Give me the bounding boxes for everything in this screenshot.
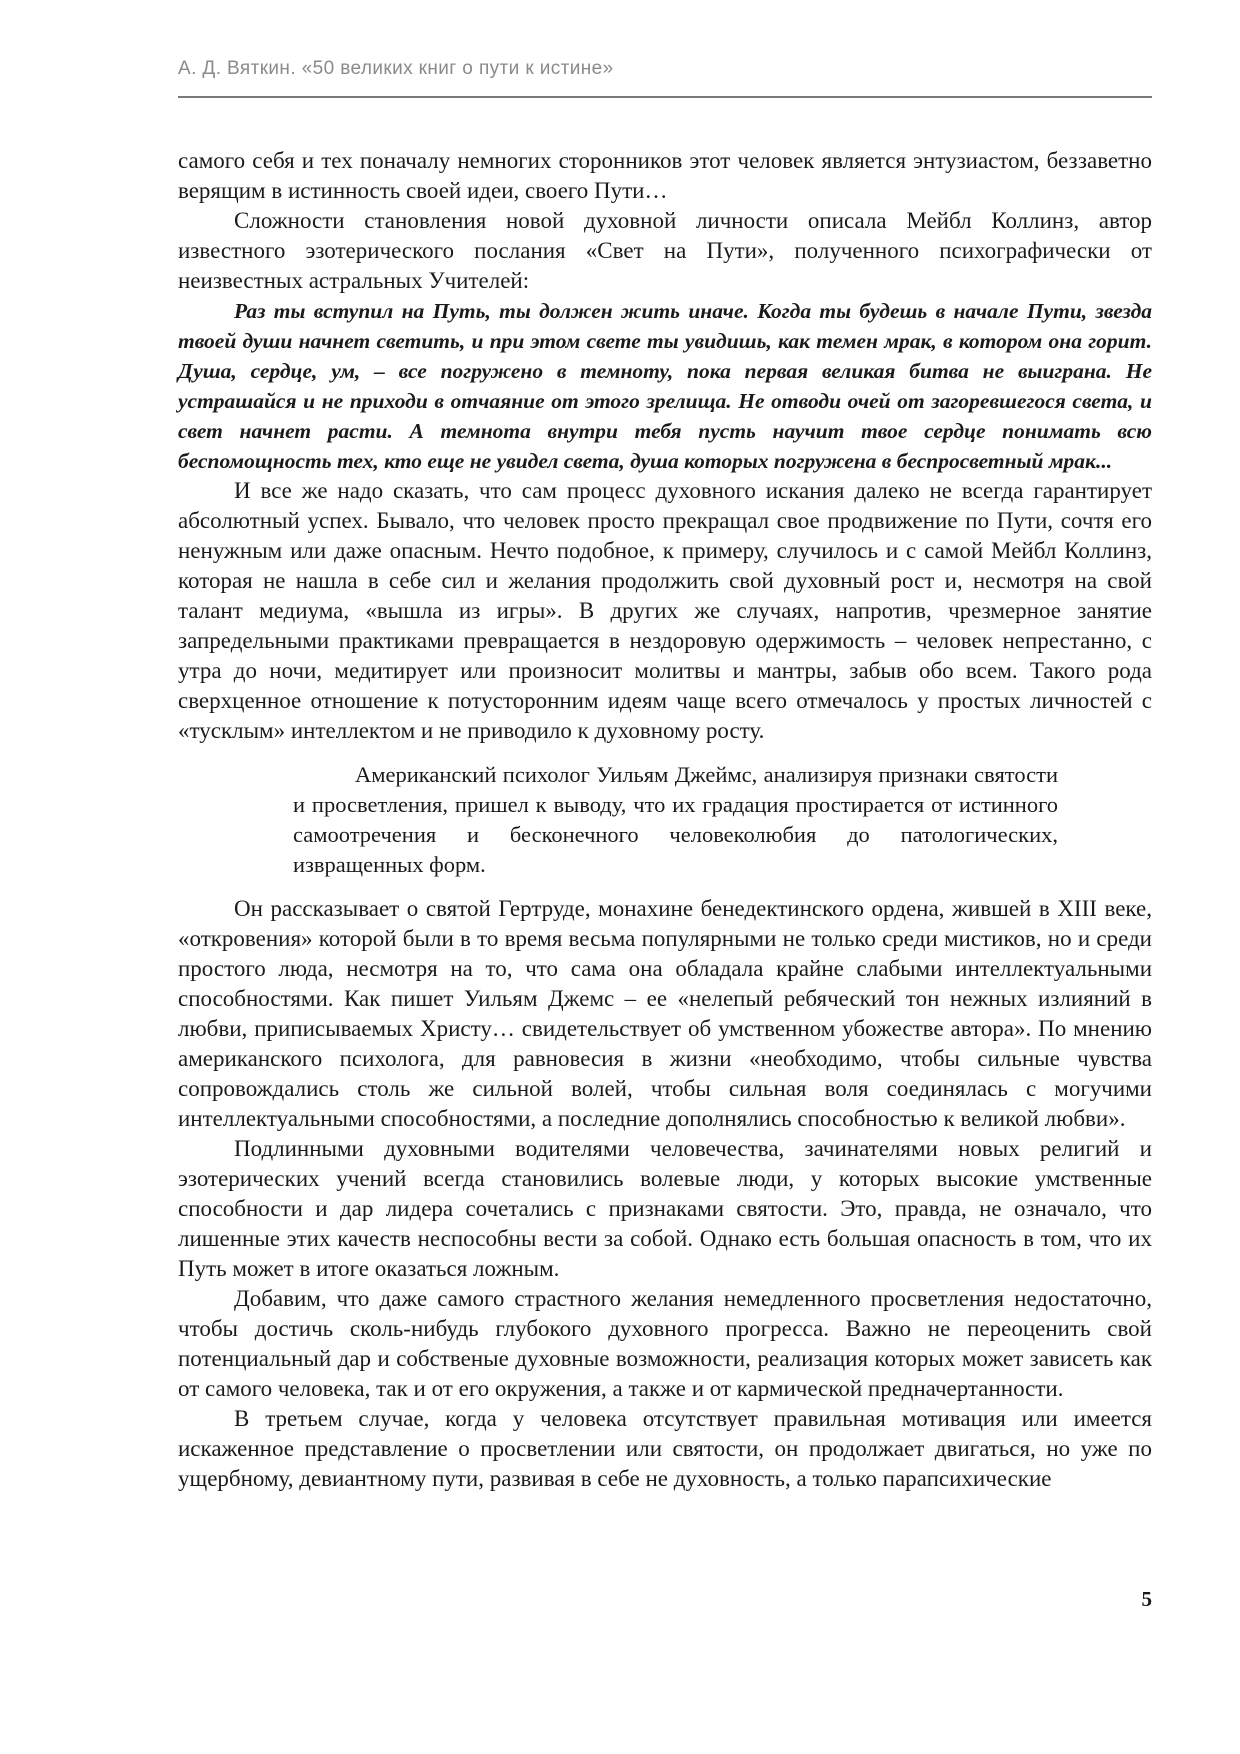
page-body	[178, 146, 1152, 1494]
quotation-italic: Раз ты вступил на Путь, ты должен жить иначе. Когда ты будешь в начале Пути, звезда твоей души начнет светить, и при этом свете ты увидишь, как темен мрак, в котором она горит. Душа, сердце, ум, – все погружено в темноту, пока первая великая битва не выиграна. Не устрашайся и не приходи в отчаяние от этого зрелища. Не отводи очей от загоревшегося света, и свет начнет расти. А темнота внутри тебя пусть научит твое сердце понимать всю беспомощность тех, кто еще не увидел света, душа которых погружена в беспросветный мрак...	[178, 299, 1152, 473]
running-header	[178, 52, 1152, 98]
paragraph: И все же надо сказать, что сам процесс духовного искания далеко не всегда гарантирует абсолютный успех. Бывало, что человек просто прекращал свое продвижение по Пути, сочтя его ненужным или даже опасным. Нечто подобное, к примеру, случилось и с самой Мейбл Коллинз, которая не нашла в себе сил и желания продолжить свой духовный рост и, несмотря на свой талант медиума, «вышла из игры». В других же случаях, напротив, чрезмерное занятие запредельными практиками превращается в нездоровую одержимость – человек непрестанно, с утра до ночи, медитирует или произносит молитвы и мантры, забыв обо всем. Такого рода сверхценное отношение к потусторонним идеям чаще всего отмечалось у простых личностей с «тусклым» интеллектом и не приводило к духовному росту.	[178, 478, 1152, 743]
running-title: А. Д. Вяткин. «50 великих книг о пути к истине»	[178, 58, 614, 79]
page-number: 5	[1141, 1587, 1152, 1611]
paragraph: Подлинными духовными водителями человечества, зачинателями новых религий и эзотерических учений всегда становились волевые люди, у которых высокие умственные способности и дар лидера сочетались с признаками святости. Это, правда, не означало, что лишенные этих качеств неспособны вести за собой. Однако есть большая опасность в том, что их Путь может в итоге оказаться ложным.	[178, 1136, 1152, 1281]
paragraph-continuation: самого себя и тех поначалу немногих сторонников этот человек является энтузиастом, беззаветно верящим в истинность своей идеи, своего Пути…	[178, 148, 1152, 203]
paragraph: Сложности становления новой духовной личности описала Мейбл Коллинз, автор известного эзотерического послания «Свет на Пути», полученного психографически от неизвестных астральных Учителей:	[178, 208, 1152, 293]
inset-paragraph: Американский психолог Уильям Джеймс, анализируя признаки святости и просветления, пришел к выводу, что их градация простирается от истинного самоотречения и бесконечного человеколюбия до патологических, извращенных форм.	[293, 762, 1058, 877]
paragraph: В третьем случае, когда у человека отсутствует правильная мотивация или имеется искаженное представление о просветлении или святости, он продолжает двигаться, но уже по ущербному, девиантному пути, развивая в себе не духовность, а только парапсихические	[178, 1406, 1152, 1491]
paragraph: Он рассказывает о святой Гертруде, монахине бенедектинского ордена, жившей в XIII веке, «откровения» которой были в то время весьма популярными не только среди мистиков, но и среди простого люда, несмотря на то, что сама она обладала крайне слабыми интеллектуальными способностями. Как пишет Уильям Джемс – ее «нелепый ребяческий тон нежных излияний в любви, приписываемых Христу… свидетельствует об умственном убожестве автора». По мнению американского психолога, для равновесия в жизни «необходимо, чтобы сильные чувства сопровождались столь же сильной волей, чтобы сильная воля соединялась с могучими интеллектуальными способностями, а последние дополнялись способностью к великой любви».	[178, 896, 1152, 1131]
paragraph: Добавим, что даже самого страстного желания немедленного просветления недостаточно, чтобы достичь сколь-нибудь глубокого духовного прогресса. Важно не переоценить свой потенциальный дар и собственые духовные возможности, реализация которых может зависеть как от самого человека, так и от его окружения, а также и от кармической предначертанности.	[178, 1286, 1152, 1401]
